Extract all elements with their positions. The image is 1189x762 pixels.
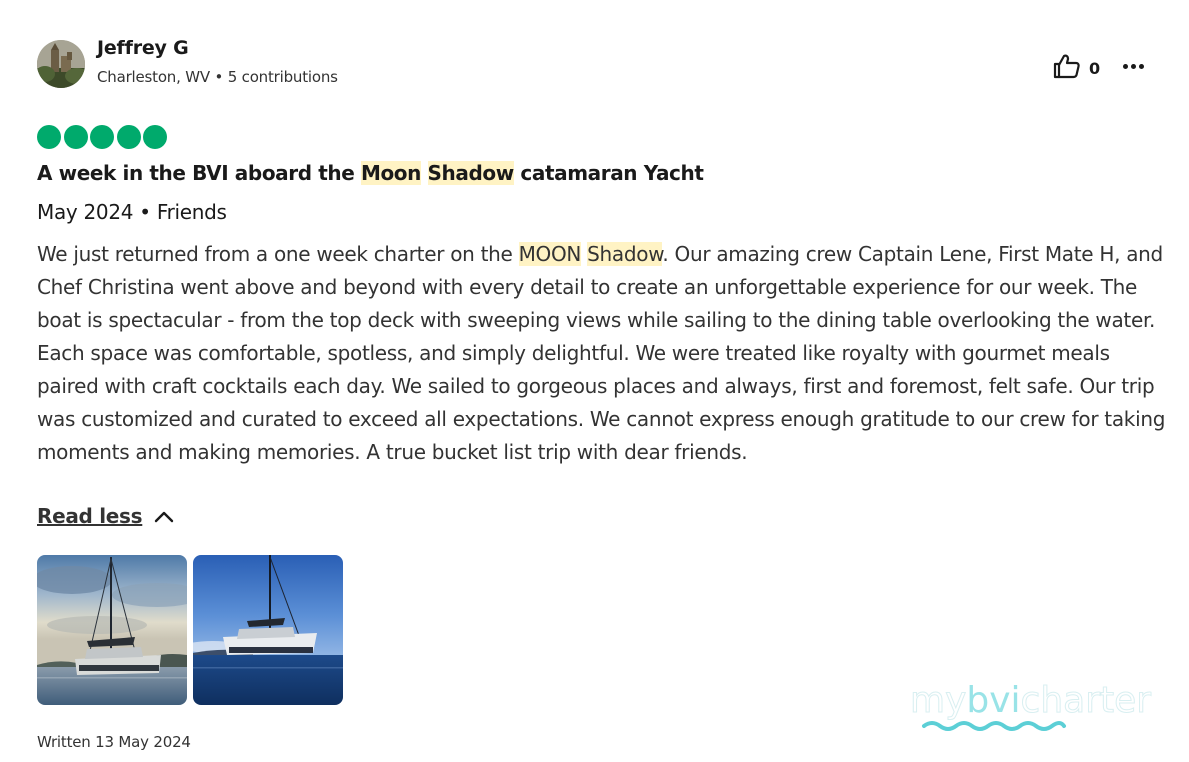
review-title[interactable]: [37, 161, 704, 185]
title-space: [421, 161, 428, 185]
user-location: Charleston, WV: [97, 68, 210, 86]
trip-info: May 2024 • Friends: [37, 200, 227, 224]
written-date: Written 13 May 2024: [37, 733, 191, 751]
rating-bubble: [37, 125, 61, 149]
thumbs-up-icon: [1053, 53, 1081, 83]
read-less-label: Read less: [37, 504, 143, 528]
svg-text:mybvicharter: mybvicharter: [910, 680, 1152, 721]
review-photo-catamaran-blue-sky[interactable]: [193, 555, 343, 705]
rating-bubble: [143, 125, 167, 149]
user-name[interactable]: Jeffrey G: [97, 37, 189, 59]
body-highlight: Shadow: [587, 242, 663, 266]
helpful-count: 0: [1089, 58, 1101, 78]
title-highlight: Shadow: [427, 161, 514, 185]
rating-bubbles: [37, 125, 170, 149]
rating-bubble: [64, 125, 88, 149]
body-text: We just returned from a one week charter on the: [37, 242, 519, 266]
rating-bubble: [90, 125, 114, 149]
user-meta: [97, 68, 338, 86]
avatar[interactable]: [37, 40, 85, 88]
user-contributions: 5 contributions: [227, 68, 338, 86]
meta-separator: •: [209, 68, 228, 86]
helpful-vote-button[interactable]: [1053, 53, 1100, 83]
chevron-up-icon: [154, 509, 174, 523]
mybvicharter-watermark-logo: [910, 672, 1160, 734]
body-text: . Our amazing crew Captain Lene, First Mate H, and Chef Christina went above and beyond with every detail to create an unforgettable experience for our week. The boat is spectacular - from the top deck with sweeping views while sailing to the dining table overlooking the water. Each space was comfortable, spotless, and simply delightful. We were treated like royalty with gourmet meals paired with craft cocktails each day. We sailed to gorgeous places and always, first and foremost, felt safe. Our trip was customized and curated to exceed all expectations. We cannot express enough gratitude to our crew for taking moments and making memories. A true bucket list trip with dear friends.: [37, 242, 1166, 464]
body-highlight: MOON: [518, 242, 582, 266]
review-photo-catamaran-sunset[interactable]: [37, 555, 187, 705]
rating-bubble: [117, 125, 141, 149]
title-highlight: Moon: [360, 161, 421, 185]
title-text: A week in the BVI aboard the: [37, 161, 361, 185]
review-body: [37, 238, 1167, 469]
more-options-icon[interactable]: [1118, 52, 1148, 80]
title-text: catamaran Yacht: [513, 161, 704, 185]
read-less-button[interactable]: [37, 504, 174, 528]
